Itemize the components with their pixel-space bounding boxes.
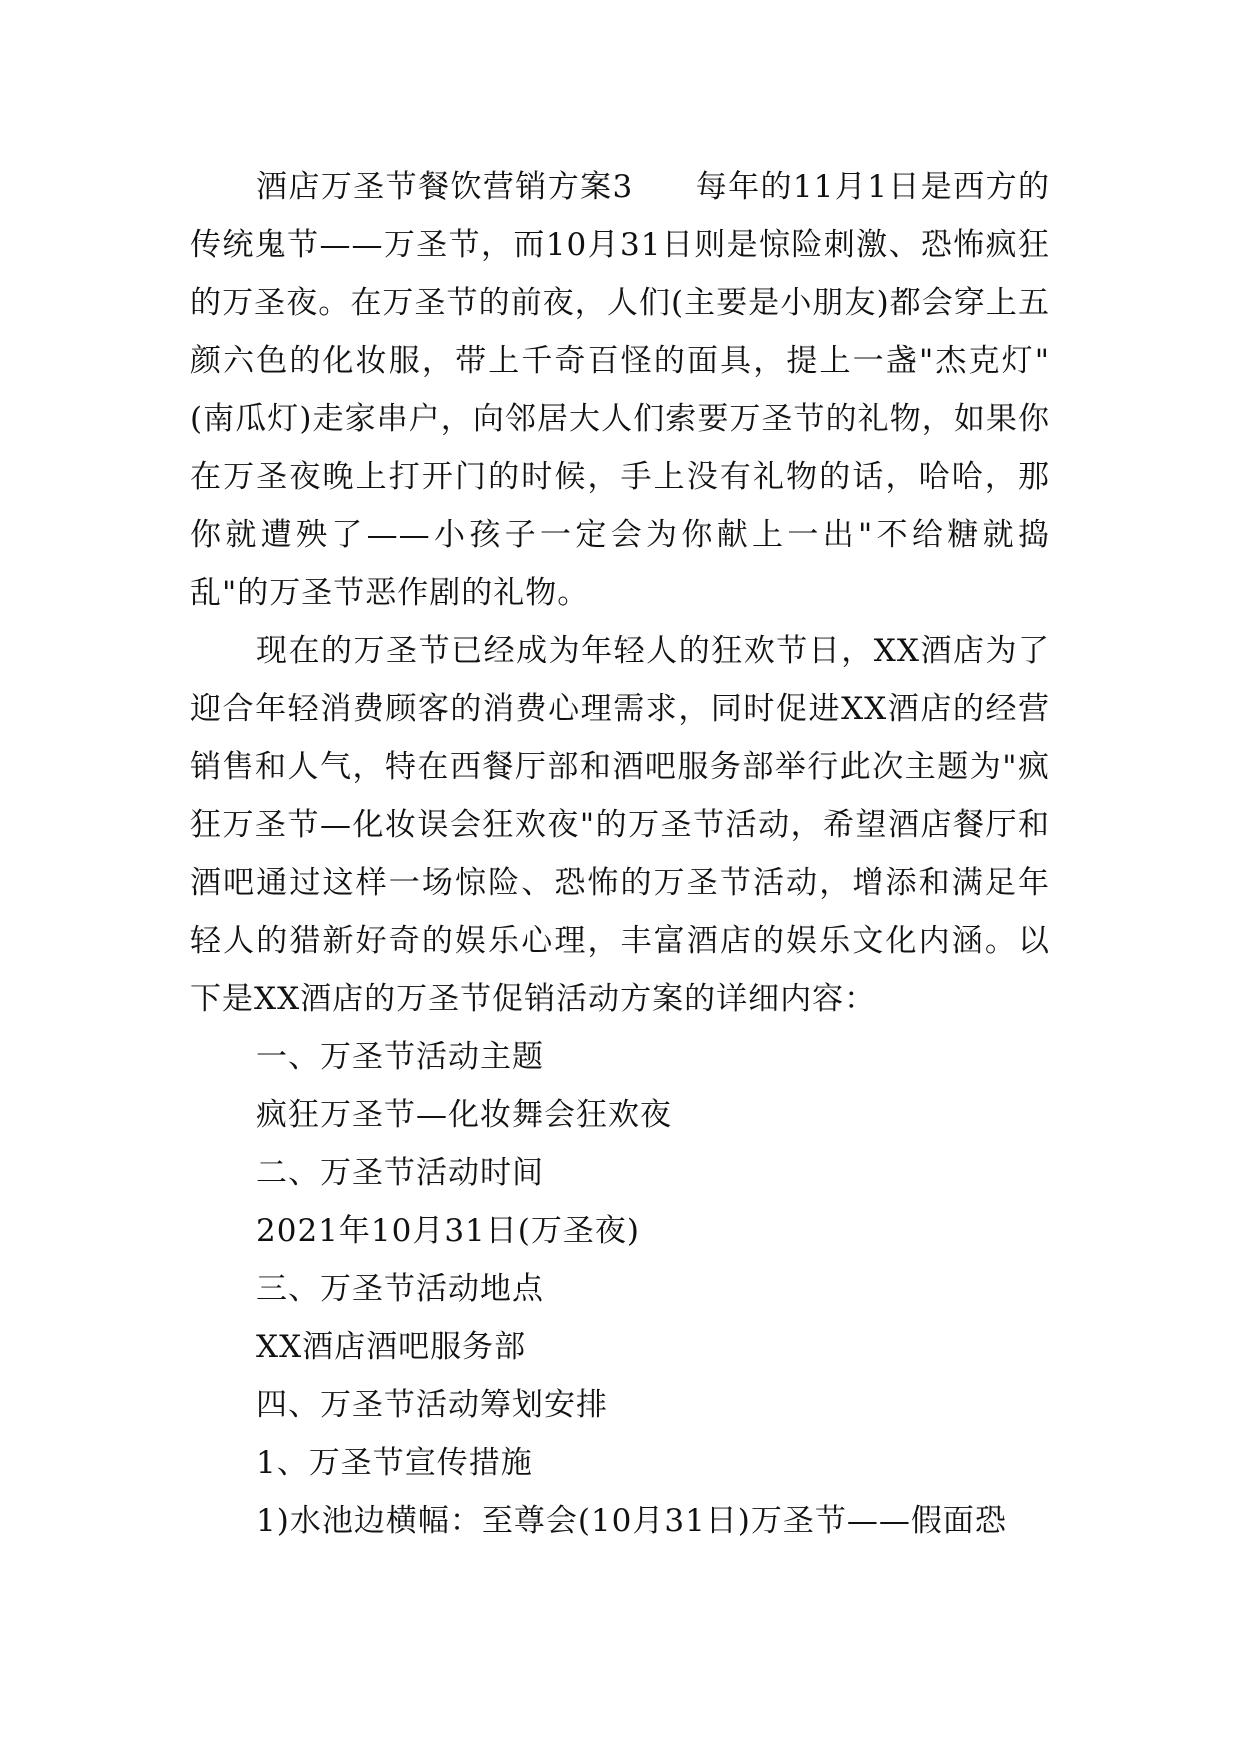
promotion-item-1: 1)水池边横幅：至尊会(10月31日)万圣节——假面恐 [256, 1503, 1007, 1539]
location-text: XX酒店酒吧服务部 [256, 1329, 527, 1365]
time-text: 2021年10月31日(万圣夜) [256, 1213, 640, 1249]
section-heading-location: 三、万圣节活动地点 [256, 1271, 544, 1307]
document-body [190, 158, 1050, 1550]
section-heading-theme: 一、万圣节活动主题 [256, 1039, 544, 1075]
document-title: 酒店万圣节餐饮营销方案3 [256, 169, 634, 205]
section-heading-time: 二、万圣节活动时间 [256, 1155, 544, 1191]
subheading-promotion: 1、万圣节宣传措施 [256, 1445, 533, 1481]
intro-paragraph [190, 158, 1050, 622]
section-heading-arrangement: 四、万圣节活动筹划安排 [256, 1387, 608, 1423]
theme-text: 疯狂万圣节—化妆舞会狂欢夜 [256, 1097, 672, 1133]
paragraph-2: 现在的万圣节已经成为年轻人的狂欢节日，XX酒店为了迎合年轻消费顾客的消费心理需求，同时促进XX酒店的经营销售和人气，特在西餐厅部和酒吧服务部举行此次主题为"疯狂万圣节—化妆误会狂欢夜"的万圣节活动，希望酒店餐厅和酒吧通过这样一场惊险、恐怖的万圣节活动，增添和满足年轻人的猎新好奇的娱乐心理，丰富酒店的娱乐文化内涵。以下是XX酒店的万圣节促销活动方案的详细内容： [190, 633, 1050, 1017]
intro-text: 每年的11月1日是西方的传统鬼节——万圣节，而10月31日则是惊险刺激、恐怖疯狂的万圣夜。在万圣节的前夜，人们(主要是小朋友)都会穿上五颜六色的化妆服，带上千奇百怪的面具，提上一盏"杰克灯"(南瓜灯)走家串户，向邻居大人们索要万圣节的礼物，如果你在万圣夜晚上打开门的时候，手上没有礼物的话，哈哈，那你就遭殃了——小孩子一定会为你献上一出"不给糖就捣乱"的万圣节恶作剧的礼物。 [190, 169, 1050, 611]
